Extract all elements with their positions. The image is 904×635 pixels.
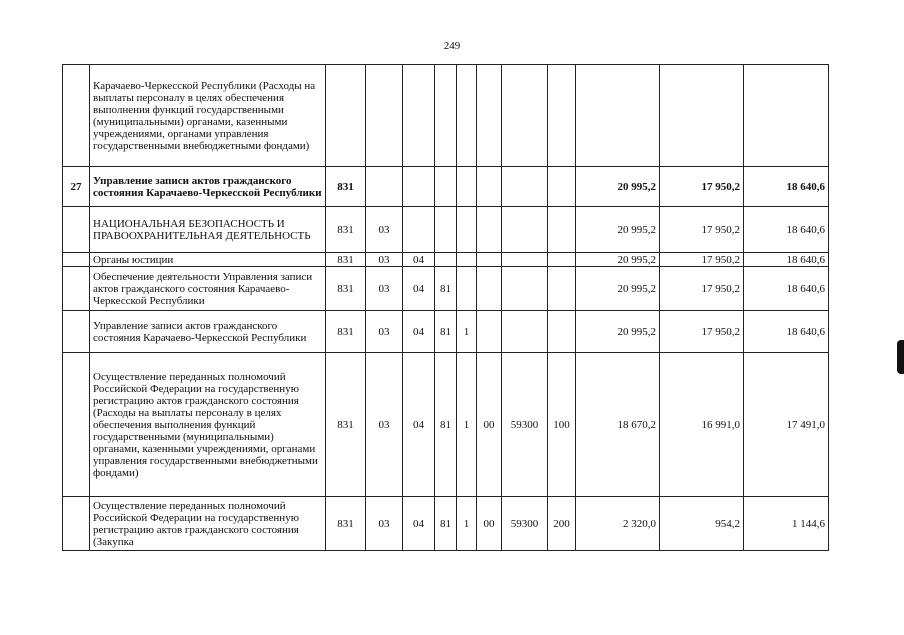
target-article-2: 1	[457, 353, 477, 497]
row-number	[63, 497, 90, 551]
section-code: 03	[366, 497, 403, 551]
row-number	[63, 353, 90, 497]
target-article-4	[502, 311, 548, 353]
row-number	[63, 65, 90, 167]
amount-year-1: 18 670,2	[576, 353, 660, 497]
row-number	[63, 207, 90, 253]
amount-year-1: 20 995,2	[576, 167, 660, 207]
target-article-2: 1	[457, 311, 477, 353]
target-article-2	[457, 167, 477, 207]
row-name: Управление записи актов гражданского состояния Карачаево-Черкесской Республики	[90, 167, 326, 207]
row-number	[63, 253, 90, 267]
section-code: 03	[366, 311, 403, 353]
target-article-2	[457, 253, 477, 267]
ved-code: 831	[326, 353, 366, 497]
target-article-2	[457, 207, 477, 253]
target-article-1	[435, 167, 457, 207]
row-number	[63, 267, 90, 311]
ved-code	[326, 65, 366, 167]
section-code	[366, 167, 403, 207]
row-name: Обеспечение деятельности Управления записи актов гражданского состояния Карачаево-Черкесской Республики	[90, 267, 326, 311]
table-row	[63, 253, 829, 267]
amount-year-2: 954,2	[660, 497, 744, 551]
subsection-code: 04	[403, 253, 435, 267]
amount-year-2	[660, 65, 744, 167]
budget-table	[62, 64, 829, 551]
target-article-4	[502, 253, 548, 267]
target-article-3	[477, 267, 502, 311]
target-article-2	[457, 65, 477, 167]
table-row	[63, 167, 829, 207]
amount-year-3: 1 144,6	[744, 497, 829, 551]
amount-year-2: 17 950,2	[660, 311, 744, 353]
amount-year-2: 17 950,2	[660, 167, 744, 207]
expense-type	[548, 253, 576, 267]
ved-code: 831	[326, 267, 366, 311]
amount-year-1: 20 995,2	[576, 267, 660, 311]
row-name: Осуществление переданных полномочий Российской Федерации на государственную регистрацию актов гражданского состояния (Расходы на выплаты персоналу в целях обеспечения выполнения функций государственными (муниципальными) органами, казенными учреждениями, органами управления государственными внебюджетными фондами)	[90, 353, 326, 497]
amount-year-1: 20 995,2	[576, 311, 660, 353]
target-article-1: 81	[435, 353, 457, 497]
row-number: 27	[63, 167, 90, 207]
amount-year-2: 16 991,0	[660, 353, 744, 497]
target-article-1: 81	[435, 311, 457, 353]
amount-year-3: 17 491,0	[744, 353, 829, 497]
expense-type	[548, 65, 576, 167]
table-row	[63, 353, 829, 497]
amount-year-1	[576, 65, 660, 167]
target-article-4	[502, 207, 548, 253]
section-code: 03	[366, 353, 403, 497]
subsection-code	[403, 167, 435, 207]
amount-year-1: 2 320,0	[576, 497, 660, 551]
section-code	[366, 65, 403, 167]
subsection-code: 04	[403, 353, 435, 497]
row-name: Управление записи актов гражданского состояния Карачаево-Черкесской Республики	[90, 311, 326, 353]
target-article-3	[477, 311, 502, 353]
amount-year-1: 20 995,2	[576, 207, 660, 253]
target-article-4	[502, 65, 548, 167]
row-name: Карачаево-Черкесской Республики (Расходы на выплаты персоналу в целях обеспечения выполнения функций государственными (муниципальными) органами, казенными учреждениями, органами управления государственными внебюджетными фондами)	[90, 65, 326, 167]
subsection-code: 04	[403, 311, 435, 353]
ved-code: 831	[326, 497, 366, 551]
target-article-3: 00	[477, 353, 502, 497]
section-code: 03	[366, 253, 403, 267]
target-article-4	[502, 267, 548, 311]
subsection-code	[403, 207, 435, 253]
amount-year-2: 17 950,2	[660, 253, 744, 267]
target-article-3: 00	[477, 497, 502, 551]
expense-type	[548, 311, 576, 353]
target-article-4: 59300	[502, 353, 548, 497]
target-article-4: 59300	[502, 497, 548, 551]
ved-code: 831	[326, 167, 366, 207]
expense-type	[548, 267, 576, 311]
target-article-1	[435, 207, 457, 253]
row-name: Органы юстиции	[90, 253, 326, 267]
amount-year-1: 20 995,2	[576, 253, 660, 267]
target-article-1: 81	[435, 267, 457, 311]
target-article-2	[457, 267, 477, 311]
section-code: 03	[366, 267, 403, 311]
expense-type	[548, 207, 576, 253]
subsection-code: 04	[403, 267, 435, 311]
table-row	[63, 497, 829, 551]
target-article-1: 81	[435, 497, 457, 551]
ved-code: 831	[326, 311, 366, 353]
section-code: 03	[366, 207, 403, 253]
target-article-3	[477, 207, 502, 253]
subsection-code	[403, 65, 435, 167]
amount-year-2: 17 950,2	[660, 267, 744, 311]
amount-year-3: 18 640,6	[744, 311, 829, 353]
page-number: 249	[443, 40, 461, 52]
ved-code: 831	[326, 253, 366, 267]
target-article-3	[477, 167, 502, 207]
expense-type	[548, 167, 576, 207]
amount-year-3: 18 640,6	[744, 167, 829, 207]
target-article-2: 1	[457, 497, 477, 551]
table-row	[63, 311, 829, 353]
amount-year-3: 18 640,6	[744, 253, 829, 267]
expense-type: 100	[548, 353, 576, 497]
amount-year-3	[744, 65, 829, 167]
scan-edge-mark	[897, 340, 904, 374]
amount-year-2: 17 950,2	[660, 207, 744, 253]
table-row	[63, 65, 829, 167]
target-article-1	[435, 65, 457, 167]
table-row	[63, 267, 829, 311]
target-article-3	[477, 253, 502, 267]
row-number	[63, 311, 90, 353]
target-article-1	[435, 253, 457, 267]
table-row	[63, 207, 829, 253]
target-article-3	[477, 65, 502, 167]
subsection-code: 04	[403, 497, 435, 551]
row-name: НАЦИОНАЛЬНАЯ БЕЗОПАСНОСТЬ И ПРАВООХРАНИТЕЛЬНАЯ ДЕЯТЕЛЬНОСТЬ	[90, 207, 326, 253]
amount-year-3: 18 640,6	[744, 267, 829, 311]
ved-code: 831	[326, 207, 366, 253]
amount-year-3: 18 640,6	[744, 207, 829, 253]
target-article-4	[502, 167, 548, 207]
expense-type: 200	[548, 497, 576, 551]
row-name: Осуществление переданных полномочий Российской Федерации на государственную регистрацию актов гражданского состояния (Закупка	[90, 497, 326, 551]
